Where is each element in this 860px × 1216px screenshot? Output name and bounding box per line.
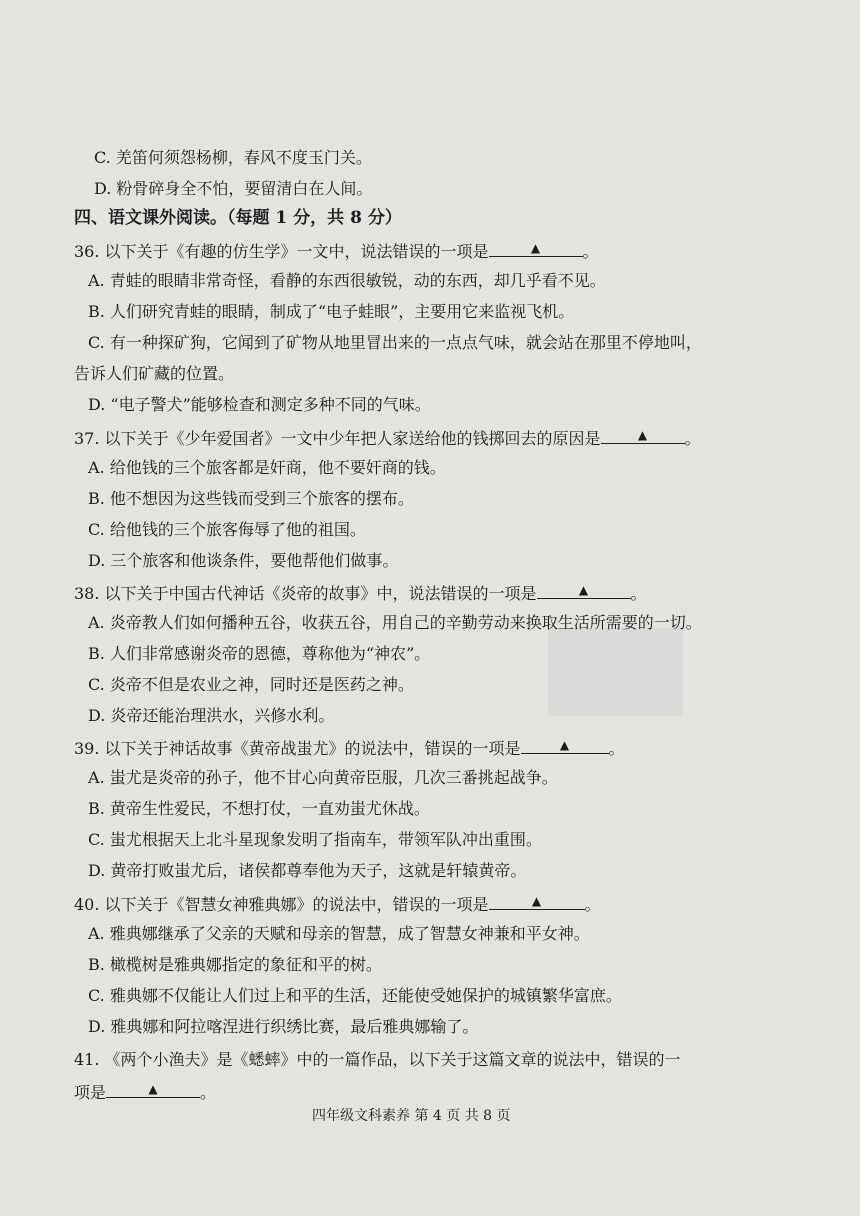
question-36 bbox=[74, 240, 599, 262]
answer-blank-38[interactable] bbox=[537, 582, 631, 599]
q36-option-a: A. 青蛙的眼睛非常奇怪，看静的东西很敏锐，动的东西，却几乎看不见。 bbox=[88, 271, 606, 290]
question-41-end: 。 bbox=[200, 1083, 217, 1102]
q40-option-c: C. 雅典娜不仅能让人们过上和平的生活，还能使受她保护的城镇繁华富庶。 bbox=[88, 986, 622, 1005]
question-41-line1: 41. 《两个小渔夫》是《蟋蟀》中的一篇作品，以下关于这篇文章的说法中，错误的一 bbox=[74, 1050, 681, 1069]
question-40 bbox=[74, 893, 601, 915]
section-title: 四、语文课外阅读。（每题 1 分，共 8 分） bbox=[74, 208, 402, 228]
q40-option-a: A. 雅典娜继承了父亲的天赋和母亲的智慧，成了智慧女神兼和平女神。 bbox=[88, 924, 590, 943]
bleed-through-shadow bbox=[548, 628, 683, 716]
question-40-stem: 40. 以下关于《智慧女神雅典娜》的说法中，错误的一项是 bbox=[74, 895, 489, 914]
q36-option-d: D. “电子警犬”能够检查和测定多种不同的气味。 bbox=[88, 395, 431, 414]
answer-blank-40[interactable] bbox=[489, 893, 585, 910]
blank-marker: ▲ bbox=[531, 894, 542, 908]
q38-option-a: A. 炎帝教人们如何播种五谷，收获五谷，用自己的辛勤劳动来换取生活所需要的一切。 bbox=[88, 613, 702, 632]
q35-option-c: C. 羌笛何须怨杨柳，春风不度玉门关。 bbox=[94, 148, 372, 167]
question-39-stem: 39. 以下关于神话故事《黄帝战蚩尤》的说法中，错误的一项是 bbox=[74, 739, 521, 758]
question-37 bbox=[74, 427, 701, 449]
question-39-end: 。 bbox=[608, 739, 625, 758]
q37-option-a: A. 给他钱的三个旅客都是奸商，他不要奸商的钱。 bbox=[88, 458, 446, 477]
blank-marker: ▲ bbox=[148, 1082, 158, 1096]
blank-marker: ▲ bbox=[530, 241, 541, 255]
question-36-end: 。 bbox=[582, 242, 599, 261]
q36-option-c-cont: 告诉人们矿藏的位置。 bbox=[74, 364, 235, 383]
q39-option-a: A. 蚩尤是炎帝的孙子，他不甘心向黄帝臣服，几次三番挑起战争。 bbox=[88, 768, 558, 787]
answer-blank-37[interactable] bbox=[601, 427, 685, 444]
q39-option-c: C. 蚩尤根据天上北斗星现象发明了指南车，带领军队冲出重围。 bbox=[88, 830, 542, 849]
q40-option-b: B. 橄榄树是雅典娜指定的象征和平的树。 bbox=[88, 955, 382, 974]
answer-blank-39[interactable] bbox=[521, 737, 609, 754]
q39-option-d: D. 黄帝打败蚩尤后，诸侯都尊奉他为天子，这就是轩辕黄帝。 bbox=[88, 861, 527, 880]
page-footer: 四年级文科素养 第 4 页 共 8 页 bbox=[312, 1108, 511, 1124]
question-38 bbox=[74, 582, 647, 604]
question-36-stem: 36. 以下关于《有趣的仿生学》一文中，说法错误的一项是 bbox=[74, 242, 489, 261]
blank-marker: ▲ bbox=[559, 738, 570, 752]
q37-option-b: B. 他不想因为这些钱而受到三个旅客的摆布。 bbox=[88, 489, 414, 508]
question-41-line2 bbox=[74, 1081, 216, 1103]
q36-option-c: C. 有一种探矿狗，它闻到了矿物从地里冒出来的一点点气味，就会站在那里不停地叫， bbox=[88, 333, 702, 352]
question-37-stem: 37. 以下关于《少年爱国者》一文中少年把人家送给他的钱掷回去的原因是 bbox=[74, 429, 601, 448]
question-39 bbox=[74, 737, 625, 759]
q35-option-d: D. 粉骨碎身全不怕，要留清白在人间。 bbox=[94, 179, 373, 198]
question-38-stem: 38. 以下关于中国古代神话《炎帝的故事》中，说法错误的一项是 bbox=[74, 584, 537, 603]
q39-option-b: B. 黄帝生性爱民，不想打仗，一直劝蚩尤休战。 bbox=[88, 799, 430, 818]
answer-blank-41[interactable] bbox=[106, 1081, 200, 1098]
question-37-end: 。 bbox=[684, 429, 701, 448]
blank-marker: ▲ bbox=[637, 428, 648, 442]
answer-blank-36[interactable] bbox=[489, 240, 583, 257]
q37-option-d: D. 三个旅客和他谈条件，要他帮他们做事。 bbox=[88, 551, 399, 570]
q38-option-d: D. 炎帝还能治理洪水，兴修水利。 bbox=[88, 706, 335, 725]
question-41-stem: 项是 bbox=[74, 1083, 107, 1102]
question-38-end: 。 bbox=[630, 584, 647, 603]
q37-option-c: C. 给他钱的三个旅客侮辱了他的祖国。 bbox=[88, 520, 366, 539]
blank-marker: ▲ bbox=[578, 583, 589, 597]
question-40-end: 。 bbox=[584, 895, 601, 914]
q38-option-c: C. 炎帝不但是农业之神，同时还是医药之神。 bbox=[88, 675, 414, 694]
q38-option-b: B. 人们非常感谢炎帝的恩德，尊称他为“神农”。 bbox=[88, 644, 431, 663]
q40-option-d: D. 雅典娜和阿拉喀涅进行织绣比赛，最后雅典娜输了。 bbox=[88, 1017, 479, 1036]
q36-option-b: B. 人们研究青蛙的眼睛，制成了“电子蛙眼”，主要用它来监视飞机。 bbox=[88, 302, 575, 321]
